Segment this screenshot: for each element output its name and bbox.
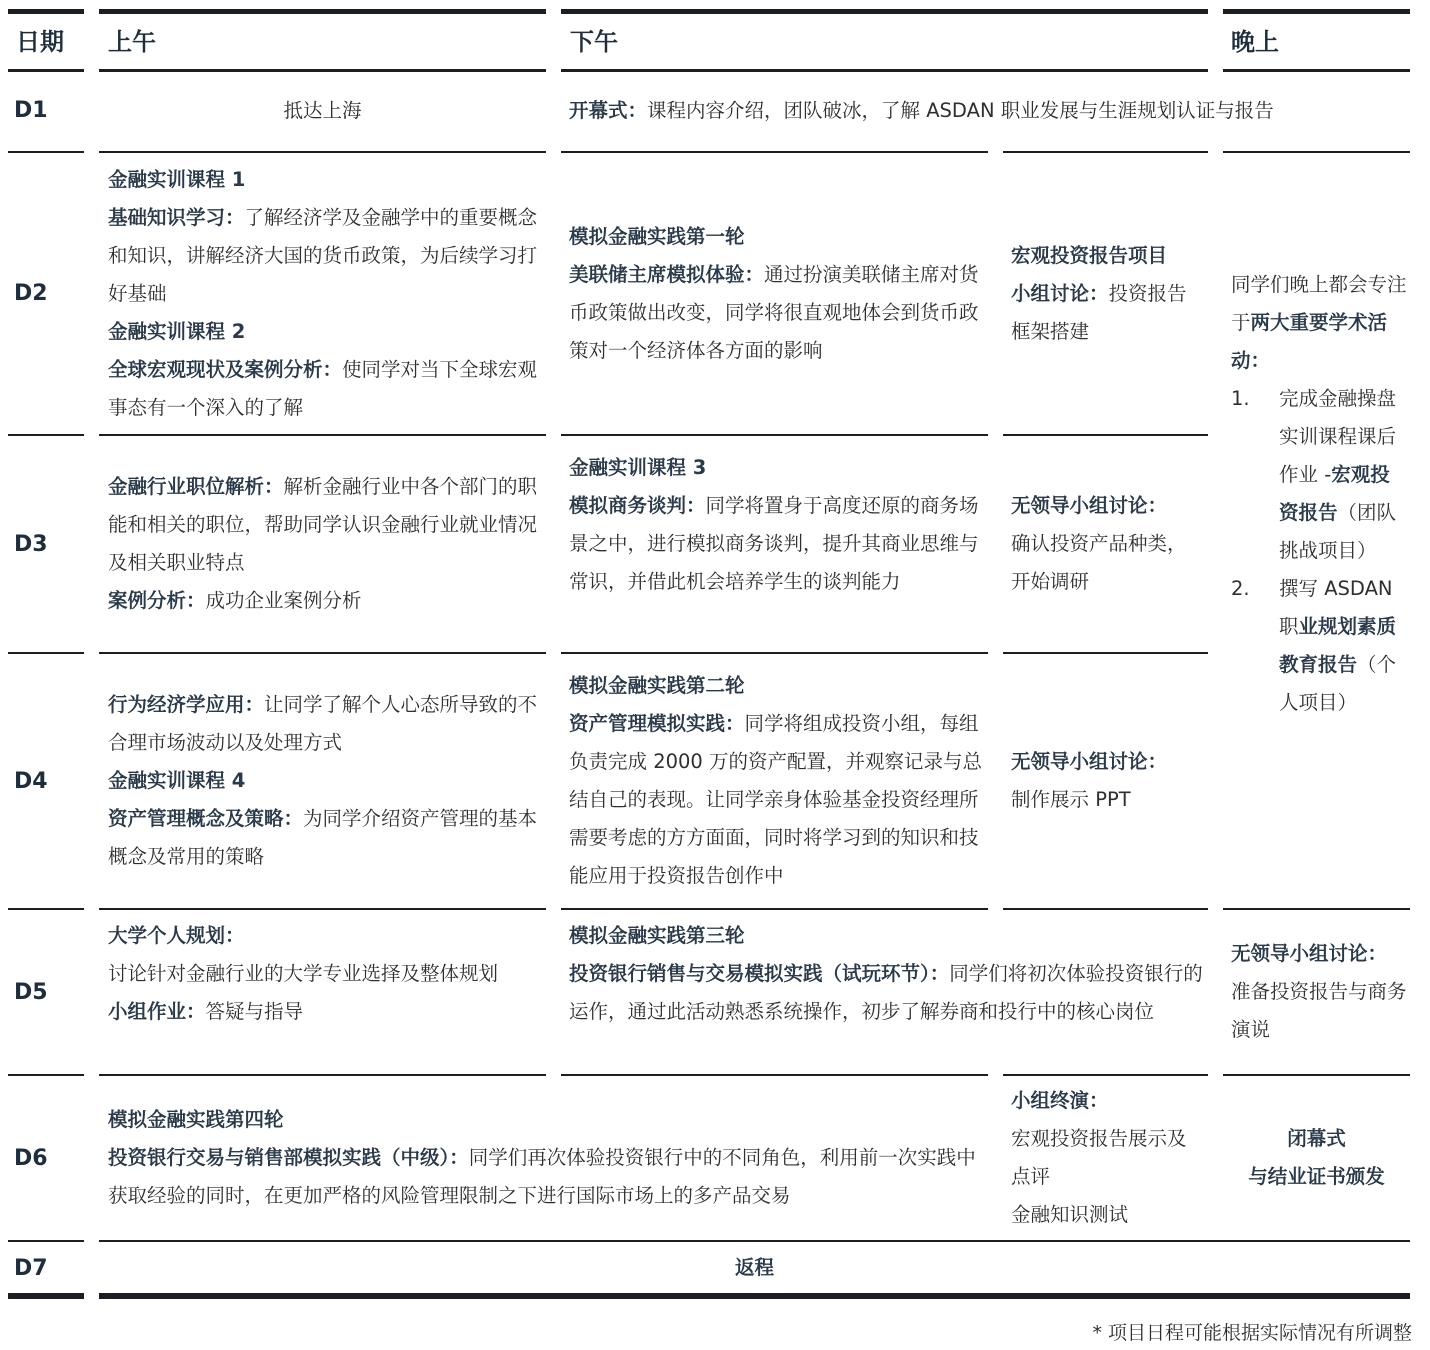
header-top-rule-date bbox=[8, 9, 84, 14]
header-afternoon: 下午 bbox=[570, 28, 618, 56]
d3-group-label: 无领导小组讨论： bbox=[1011, 494, 1168, 517]
d1-opening-title: 开幕式： bbox=[569, 99, 648, 122]
header-bottom-rule-date bbox=[8, 69, 84, 72]
d2-sim1-label: 美联储主席模拟体验： bbox=[569, 263, 765, 286]
rule-d5-morning bbox=[99, 1074, 546, 1076]
d2-afternoon bbox=[569, 218, 983, 370]
d5-plan-text: 讨论针对金融行业的大学专业选择及整体规划 bbox=[108, 962, 499, 985]
d3-negotiation-text: 同学将置身于高度还原的商务场景之中，进行模拟商务谈判，提升其商业思维与常识，并借此机会培养学生的谈判能力 bbox=[569, 494, 979, 593]
d2-course2-title: 金融实训课程 2 bbox=[108, 320, 246, 343]
d3-jobs-text: 解析金融行业中各个部门的职能和相关的职位，帮助同学认识金融行业就业情况及相关职业特点 bbox=[108, 475, 538, 574]
d4-group-label: 无领导小组讨论： bbox=[1011, 750, 1168, 773]
rule-d1-date bbox=[8, 151, 84, 153]
rule-d4-evening bbox=[1223, 908, 1410, 910]
day-d3: D3 bbox=[14, 532, 48, 557]
rule-d1-evening bbox=[1223, 151, 1410, 153]
evening-intro: 同学们晚上都会专注于 bbox=[1231, 273, 1407, 334]
evening-activity-item-2 bbox=[1231, 570, 1407, 722]
d4-sim2-title: 模拟金融实践第二轮 bbox=[569, 674, 745, 697]
evening-d2-d4 bbox=[1231, 266, 1407, 722]
d6-final-text1: 宏观投资报告展示及点评 bbox=[1011, 1127, 1187, 1188]
evening-activity-item-1 bbox=[1231, 380, 1407, 570]
d6-morning-afternoon bbox=[108, 1101, 988, 1215]
d7-return-text: 返程 bbox=[734, 1256, 774, 1279]
d5-sim3-label: 投资银行销售与交易模拟实践（试玩环节）： bbox=[569, 962, 950, 985]
d2-sim1-text: 通过扮演美联储主席对货币政策做出改变，同学将很直观地体会到货币政策对一个经济体各方面的影响 bbox=[569, 263, 979, 362]
header-morning: 上午 bbox=[108, 28, 156, 56]
header-top-rule-afternoon bbox=[561, 9, 1208, 14]
d2-group-text: 投资报告框架搭建 bbox=[1011, 282, 1187, 343]
rule-d2-date bbox=[8, 434, 84, 436]
header-evening: 晚上 bbox=[1231, 28, 1279, 56]
d6-group bbox=[1011, 1082, 1204, 1234]
evening-item2-bold: 业规划素质教育报告 bbox=[1279, 615, 1397, 676]
d3-group-text: 确认投资产品种类，开始调研 bbox=[1011, 532, 1187, 593]
d6-closing-line1: 闭幕式 bbox=[1287, 1127, 1346, 1150]
d5-sim3-title: 模拟金融实践第三轮 bbox=[569, 924, 745, 947]
rule-d6-date bbox=[8, 1240, 84, 1242]
d4-behavior-label: 行为经济学应用： bbox=[108, 693, 265, 716]
header-top-rule-evening bbox=[1223, 9, 1410, 14]
d3-jobs-label: 金融行业职位解析： bbox=[108, 475, 284, 498]
d3-negotiation-label: 模拟商务谈判： bbox=[569, 494, 706, 517]
d2-group-label: 小组讨论： bbox=[1011, 282, 1109, 305]
rule-d2-morning bbox=[99, 434, 546, 436]
header-bottom-rule-morning bbox=[99, 69, 546, 72]
day-d1: D1 bbox=[14, 98, 48, 123]
d4-sim2-label: 资产管理模拟实践： bbox=[569, 712, 745, 735]
d4-course4-title: 金融实训课程 4 bbox=[108, 769, 246, 792]
d6-final-label: 小组终演： bbox=[1011, 1089, 1109, 1112]
rule-d2-group bbox=[1003, 434, 1208, 436]
rule-d1-morning bbox=[99, 151, 546, 153]
d6-sim4-title: 模拟金融实践第四轮 bbox=[108, 1108, 284, 1131]
d6-sim4-label: 投资银行交易与销售部模拟实践（中级）： bbox=[108, 1146, 469, 1169]
table-bottom-rule-date bbox=[8, 1293, 84, 1299]
d6-closing-line2: 与结业证书颁发 bbox=[1248, 1165, 1385, 1188]
rule-d4-morning bbox=[99, 908, 546, 910]
rule-d5-date bbox=[8, 1074, 84, 1076]
d3-course3-title: 金融实训课程 3 bbox=[569, 456, 707, 479]
d2-sim1-title: 模拟金融实践第一轮 bbox=[569, 225, 745, 248]
d4-asset-label: 资产管理概念及策略： bbox=[108, 807, 304, 830]
d5-homework-label: 小组作业： bbox=[108, 1000, 206, 1023]
d1-opening-text: 课程内容介绍，团队破冰，了解 ASDAN 职业发展与生涯规划认证与报告 bbox=[647, 99, 1274, 122]
d4-group-text: 制作展示 PPT bbox=[1011, 788, 1131, 811]
rule-d4-afternoon bbox=[561, 908, 988, 910]
header-top-rule-morning bbox=[99, 9, 546, 14]
evening-item1-tail: （团队挑战项目） bbox=[1279, 501, 1397, 562]
d3-case-text: 成功企业案例分析 bbox=[205, 589, 362, 612]
d6-sim4-text: 同学们再次体验投资银行中的不同角色，利用前一次实践中获取经验的同时，在更加严格的风险管理限制之下进行国际市场上的多产品交易 bbox=[108, 1146, 976, 1207]
rule-d6-body bbox=[99, 1240, 1410, 1242]
day-d4: D4 bbox=[14, 769, 48, 794]
rule-d3-morning bbox=[99, 652, 546, 654]
rule-d5-afternoon bbox=[561, 1074, 988, 1076]
d5-sim3-text: 同学们将初次体验投资银行的运作，通过此活动熟悉系统操作，初步了解券商和投行中的核心岗位 bbox=[569, 962, 1203, 1023]
d5-homework-text: 答疑与指导 bbox=[205, 1000, 304, 1023]
d5-plan-label: 大学个人规划： bbox=[108, 924, 245, 947]
table-bottom-rule-body bbox=[99, 1293, 1410, 1299]
day-d2: D2 bbox=[14, 281, 48, 306]
rule-d5-evening bbox=[1223, 1074, 1410, 1076]
rule-d3-date bbox=[8, 652, 84, 654]
evening-intro-bold: 两大重要学术活动： bbox=[1231, 311, 1388, 372]
header-bottom-rule-evening bbox=[1223, 69, 1410, 72]
d2-group bbox=[1011, 237, 1204, 351]
d4-asset-text: 为同学介绍资产管理的基本概念及常用的策略 bbox=[108, 807, 538, 868]
d7-return bbox=[99, 1249, 1410, 1287]
d3-afternoon bbox=[569, 449, 983, 601]
rule-d4-group bbox=[1003, 908, 1208, 910]
d4-behavior-text: 让同学了解个人心态所导致的不合理市场波动以及处理方式 bbox=[108, 693, 538, 754]
d3-group bbox=[1011, 487, 1204, 601]
evening-item2-text: 撰写 ASDAN 职 bbox=[1279, 577, 1393, 638]
d3-morning bbox=[108, 468, 540, 620]
evening-item1-number: 1. bbox=[1231, 387, 1250, 410]
d4-sim2-text: 同学将组成投资小组，每组负责完成 2000 万的资产配置，并观察记录与总结自己的表现。让同学亲身体验基金投资经理所需要考虑的方方面面，同时将学习到的知识和技能应用于投资报告创作中 bbox=[569, 712, 983, 887]
d4-group bbox=[1011, 743, 1204, 819]
d6-final-text2: 金融知识测试 bbox=[1011, 1203, 1129, 1226]
d5-evening bbox=[1231, 935, 1407, 1049]
rule-d1-group bbox=[1003, 151, 1208, 153]
rule-d3-afternoon bbox=[561, 652, 988, 654]
d2-course1-title: 金融实训课程 1 bbox=[108, 168, 246, 191]
d2-report-title: 宏观投资报告项目 bbox=[1011, 244, 1168, 267]
day-d7: D7 bbox=[14, 1256, 48, 1281]
d5-morning bbox=[108, 917, 540, 1031]
evening-item2-tail: （个人项目） bbox=[1279, 653, 1397, 714]
d1-morning: 抵达上海 bbox=[283, 99, 362, 122]
evening-item1-text: 完成金融操盘实训课程课后作业 - bbox=[1279, 387, 1397, 486]
d4-morning bbox=[108, 686, 540, 876]
day-d6: D6 bbox=[14, 1146, 48, 1171]
evening-item1-bold: 宏观投资报告 bbox=[1279, 463, 1390, 524]
d5-evening-label: 无领导小组讨论： bbox=[1231, 942, 1388, 965]
d2-course2-text: 使同学对当下全球宏观事态有一个深入的了解 bbox=[108, 358, 538, 419]
rule-d4-date bbox=[8, 908, 84, 910]
header-bottom-rule-afternoon bbox=[561, 69, 1208, 72]
day-d5: D5 bbox=[14, 980, 48, 1005]
d3-case-label: 案例分析： bbox=[108, 589, 206, 612]
rule-d1-afternoon bbox=[561, 151, 988, 153]
evening-activity-list bbox=[1231, 380, 1407, 722]
d1-afternoon bbox=[569, 92, 1409, 130]
footnote: * 项目日程可能根据实际情况有所调整 bbox=[1092, 1322, 1412, 1344]
rule-d3-group bbox=[1003, 652, 1208, 654]
d5-evening-text: 准备投资报告与商务演说 bbox=[1231, 980, 1407, 1041]
header-date: 日期 bbox=[16, 28, 64, 56]
d2-course1-label: 基础知识学习： bbox=[108, 206, 245, 229]
rule-d5-group bbox=[1003, 1074, 1208, 1076]
d6-evening bbox=[1223, 1120, 1410, 1196]
rule-d2-afternoon bbox=[561, 434, 988, 436]
d5-afternoon bbox=[569, 917, 1204, 1031]
evening-item2-number: 2. bbox=[1231, 577, 1250, 600]
d4-afternoon bbox=[569, 667, 983, 895]
d2-course2-label: 全球宏观现状及案例分析： bbox=[108, 358, 343, 381]
d2-morning bbox=[108, 161, 540, 427]
d2-course1-text: 了解经济学及金融学中的重要概念和知识，讲解经济大国的货币政策，为后续学习打好基础 bbox=[108, 206, 538, 305]
